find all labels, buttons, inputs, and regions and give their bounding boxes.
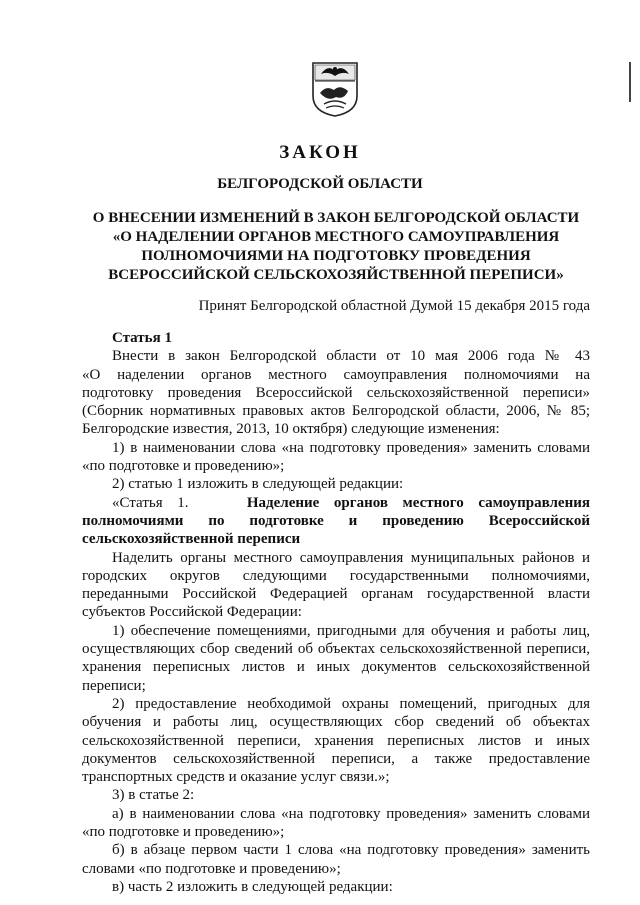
document-body [82, 329, 590, 896]
text-line: осуществляющих сбор сведений об объектах сельскохозяйственной переписи, [82, 641, 590, 658]
text-line: «по подготовке и проведению»; [82, 458, 285, 475]
text-line: документов сельскохозяйственной переписи, а также предоставление [82, 750, 590, 767]
document-subtitle: БЕЛГОРОДСКОЙ ОБЛАСТИ [217, 176, 423, 192]
text-line: 3) в статье 2: [112, 787, 195, 804]
text-line: субъектов Российской Федерации: [82, 604, 302, 621]
adoption-note: Принят Белгородской областной Думой 15 декабря 2015 года [198, 298, 590, 314]
heading-line: «О НАДЕЛЕНИИ ОРГАНОВ МЕСТНОГО САМОУПРАВЛЕНИЯ [112, 229, 560, 245]
heading-line: ПОЛНОМОЧИЯМИ НА ПОДГОТОВКУ ПРОВЕДЕНИЯ [141, 248, 531, 264]
document-title: ЗАКОН [279, 142, 361, 163]
text-line: словами «по подготовке и проведению»; [82, 860, 341, 877]
text-line: Внести в закон Белгородской области от 10 мая 2006 года № 43 [112, 348, 590, 365]
text-line: 2) статью 1 изложить в следующей редакции: [112, 476, 404, 493]
text-line: переданными Российской Федерацией органам государственной власти [82, 586, 590, 603]
heading-line: О ВНЕСЕНИИ ИЗМЕНЕНИЙ В ЗАКОН БЕЛГОРОДСКОЙ ОБЛАСТИ [92, 210, 580, 226]
text-line: сельскохозяйственной переписи, хранения переписных листов и иных [82, 732, 590, 749]
text-line: переписи; [82, 677, 146, 694]
text-line: Наделить органы местного самоуправления муниципальных районов и [112, 549, 590, 566]
article-name: Наделение органов местного самоуправления [246, 494, 590, 511]
text-line: транспортных средств и оказание услуг связи.»; [82, 769, 390, 786]
text-line: 1) в наименовании слова «на подготовку проведения» заменить словами [112, 439, 590, 456]
margin-mark [629, 62, 631, 102]
article-number: «Статья 1. [112, 494, 189, 511]
text-line: «О наделении органов местного самоуправления полномочиями на [82, 366, 590, 383]
heading-line: ВСЕРОССИЙСКОЙ СЕЛЬСКОХОЗЯЙСТВЕННОЙ ПЕРЕПИСИ» [108, 267, 564, 283]
text-line: Белгородские известия, 2013, 10 октября) следующие изменения: [82, 421, 500, 438]
text-line: б) в абзаце первом части 1 слова «на подготовку проведения» заменить [112, 842, 590, 859]
text-line: «по подготовке и проведению»; [82, 824, 285, 841]
text-line: хранения переписных листов и иных документов сельскохозяйственной [82, 659, 590, 676]
belgorod-coat-of-arms-icon [310, 60, 360, 118]
text-line: в) часть 2 изложить в следующей редакции: [112, 878, 393, 895]
article-title: Статья 1 [112, 330, 172, 346]
article-heading-line: сельскохозяйственной переписи [82, 531, 301, 548]
text-line: (Сборник нормативных правовых актов Белгородской области, 2006, № 85; [82, 403, 590, 420]
text-line: городских округов следующими государственными полномочиями, [82, 567, 590, 584]
article-heading-line [82, 494, 590, 512]
text-line: обучения и работы лиц, осуществляющих сбор сведений об объектах [82, 714, 590, 731]
text-line: 2) предоставление необходимой охраны помещений, пригодных для [112, 695, 590, 712]
article-heading-line: полномочиями по подготовке и проведению Всероссийской [82, 512, 590, 529]
text-line: а) в наименовании слова «на подготовку проведения» заменить словами [112, 805, 590, 822]
law-heading [86, 209, 586, 285]
text-line: 1) обеспечение помещениями, пригодными для обучения и работы лиц, [112, 622, 590, 639]
text-line: подготовку проведения Всероссийской сельскохозяйственной переписи» [82, 384, 590, 401]
